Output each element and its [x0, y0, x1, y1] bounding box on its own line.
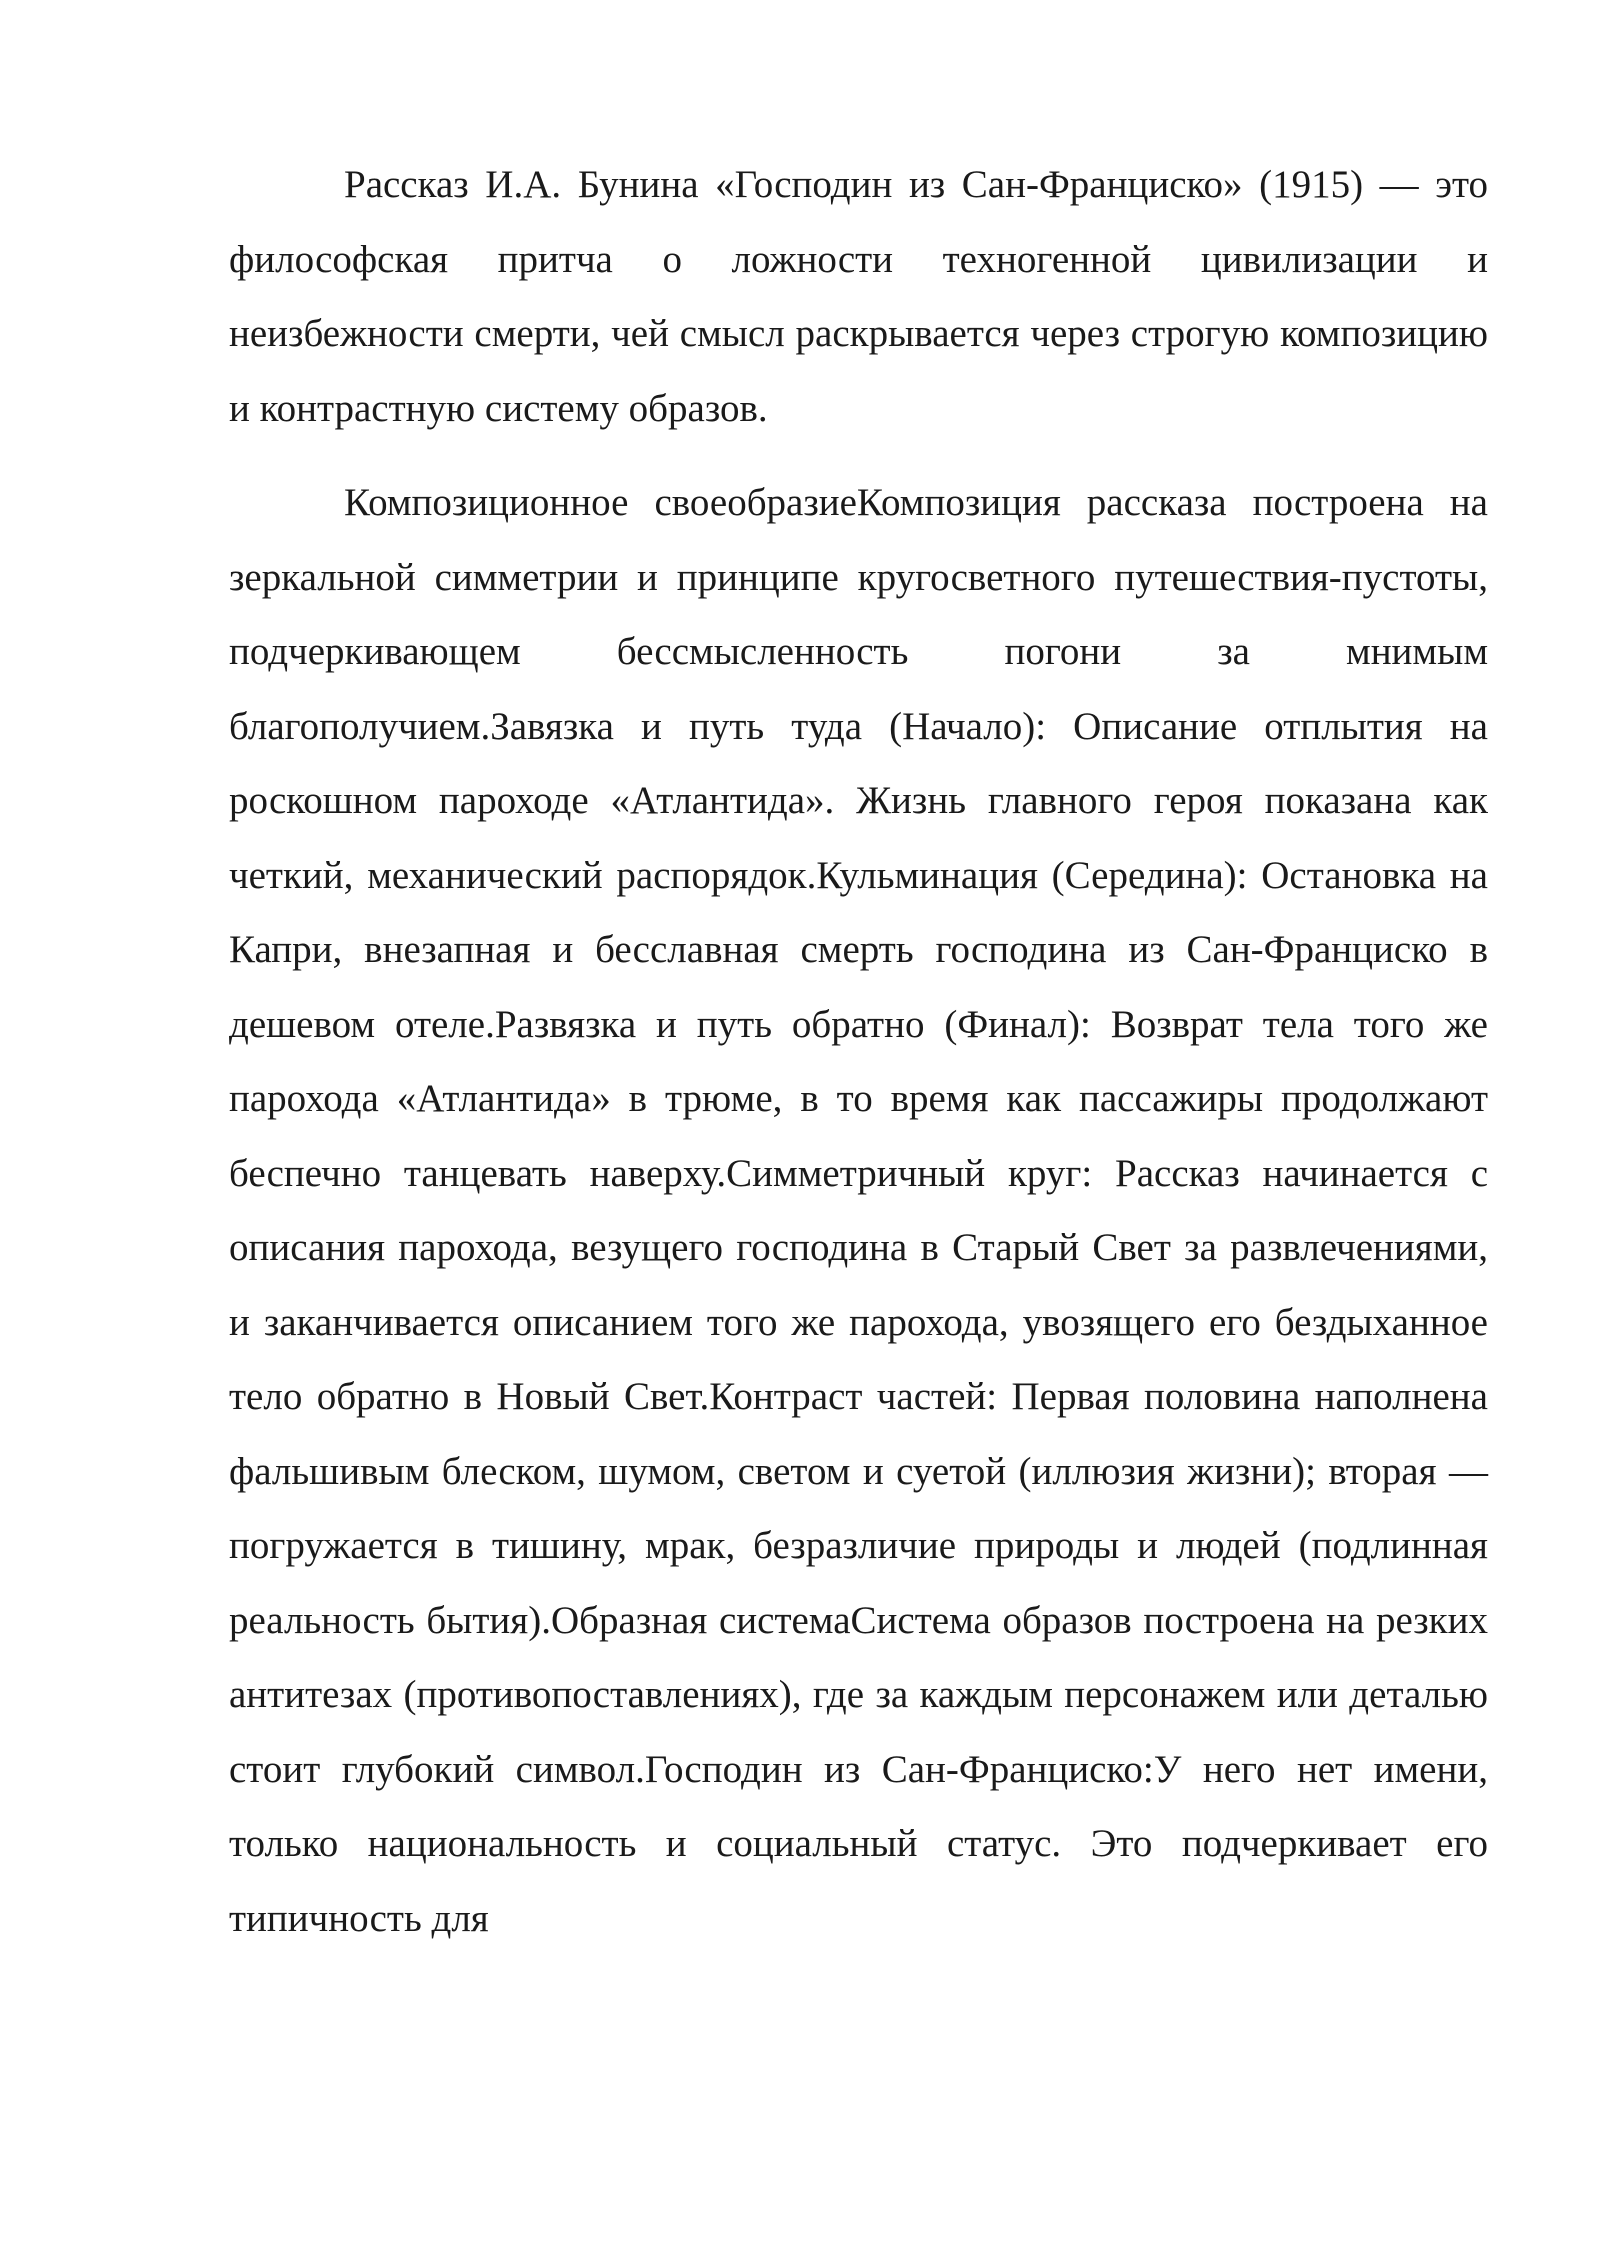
- paragraph-composition: Композиционное своеобразиеКомпозиция рассказа построена на зеркальной симметрии и принципе кругосветного путешествия-пустоты, подчеркивающем бессмысленность погони за мнимым благополучием.Завязка и путь туда (Начало): Описание отплытия на роскошном пароходе «Атлантида». Жизнь главного героя показана как четкий, механический распорядок.Кульминация (Середина): Остановка на Капри, внезапная и бесславная смерть господина из Сан-Франциско в дешевом отеле.Развязка и путь обратно (Финал): Возврат тела того же парохода «Атлантида» в трюме, в то время как пассажиры продолжают беспечно танцевать наверху.Симметричный круг: Рассказ начинается с описания парохода, везущего господина в Старый Свет за развлечениями, и заканчивается описанием того же парохода, увозящего его бездыханное тело обратно в Новый Свет.Контраст частей: Первая половина наполнена фальшивым блеском, шумом, светом и суетой (иллюзия жизни); вторая — погружается в тишину, мрак, безразличие природы и людей (подлинная реальность бытия).Образная системаСистема образов построена на резких антитезах (противопоставлениях), где за каждым персонажем или деталью стоит глубокий символ.Господин из Сан-Франциско:У него нет имени, только национальность и социальный статус. Это подчеркивает его типичность для: [229, 481, 1488, 1940]
- document-body: [229, 148, 1488, 1956]
- paragraph-intro: Рассказ И.А. Бунина «Господин из Сан-Франциско» (1915) — это философская притча о ложности техногенной цивилизации и неизбежности смерти, чей смысл раскрывается через строгую композицию и контрастную систему образов.: [229, 163, 1488, 430]
